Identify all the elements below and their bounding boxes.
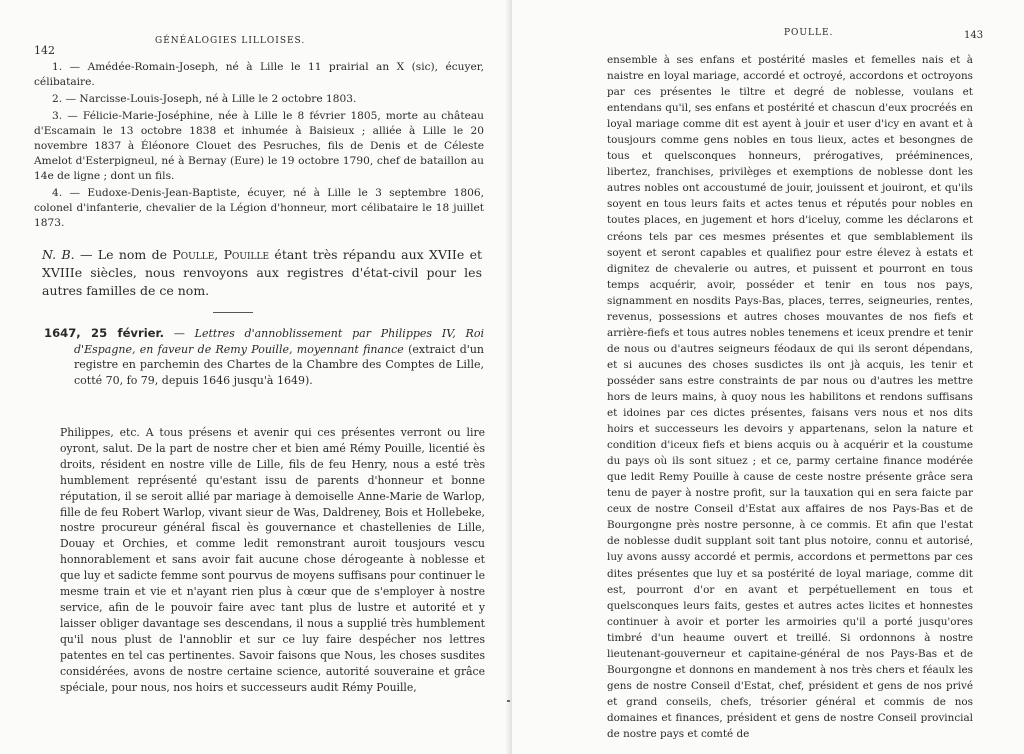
genealogy-entry: 1. — Amédée-Romain-Joseph, né à Lille le 11 prairial an X (sic), écuyer, célibataire. (34, 61, 484, 88)
charter-source: (extraict d'un registre en parchemin des Chartes de la Chambre des Comptes de Lille, cotté 70, fo 79, depuis 1646 jusqu'à 1649). (74, 342, 484, 387)
nb-label: N. B. (42, 247, 75, 262)
nb-family-name: Pouille (223, 247, 270, 262)
charter-text-left (60, 425, 485, 695)
right-running-head: POULLE. (784, 28, 834, 38)
charter-title: Lettres d'annoblissement par Philippes IV, Roi d'Espagne, en faveur de Remy Pouille, moyennant finance (74, 327, 484, 356)
charter-paragraph: Philippes, etc. A tous présens et avenir qui ces présentes verront ou lire oyront, salut. De la part de nostre cher et bien amé Rémy Pouille, licentié ès droits, résident en nostre ville de Lille, fils de feu Henry, nous a esté très humblement représenté qu'estant issu de parents d'honneur et bonne réputation, il se seroit allié par mariage à demoiselle Anne-Marie de Warlop, fille de feu Robert Warlop, vivant sieur de Was, Daldreney, Bois et Hollebeke, nostre procureur général fiscal ès gouvernance et chastellenies de Lille, Douay et Orchies, et comme ledit remonstrant auroit tousjours vescu honnorablement et sans avoir fait aucune chose dérogeante à noblesse et que luy et sadicte femme sont pourvus de moyens suffisans pour continuer le mesme train et vie et n'ayant rien plus à cœur que de s'employer à nostre service, afin de le pouvoir faire avec tant plus de lustre et autorité et y laisser obliger davantage ses descendans, il nous a supplié très humblement qu'il nous plust de l'annoblir et sur ce luy faire despécher nos lettres patentes en tel cas pertinentes. Savoir faisons que Nous, les choses susdites considérées, avons de nostre certaine science, autorité souveraine et grâce spéciale, pour nous, nos hoirs et successeurs audit Rémy Pouille, (60, 426, 485, 694)
genealogy-entry: 3. — Félicie-Marie-Joséphine, née à Lille le 8 février 1805, morte au château d'Escamain le 13 octobre 1838 et inhumée à Baisieux ; alliée à Lille le 20 novembre 1837 à Éléonore Clouet des Pesruches, fils de Denis et de Céleste Amelot d'Esterpigneul, né à Bernay (Eure) le 19 octobre 1790, chef de bataillon au 14e de ligne ; dont un fils. (34, 110, 484, 182)
left-page-number: 142 (34, 44, 55, 57)
left-running-head: GÉNÉALOGIES LILLOISES. (155, 36, 306, 46)
charter-date: 1647, 25 février. (44, 326, 165, 340)
genealogy-entries (34, 60, 484, 231)
nb-text-part: , (214, 247, 224, 262)
nb-family-name: Poulle (172, 247, 215, 262)
genealogy-entry: 4. — Eudoxe-Denis-Jean-Baptiste, écuyer, né à Lille le 3 septembre 1806, colonel d'infanterie, chevalier de la Légion d'honneur, mort célibataire le 18 juillet 1873. (34, 187, 484, 229)
charter-heading (44, 326, 484, 388)
genealogy-entry: 2. — Narcisse-Louis-Joseph, né à Lille le 2 octobre 1803. (52, 93, 357, 105)
charter-paragraph: ensemble à ses enfans et postérité masles et femelles nais et à naistre en loyal mariage, accordé et octroyé, accordons et octroyons par ces présentes le tiltre et degré de noblesse, voulans et entendans qu'il, ses enfans et postérité et chascun d'eux procréés en loyal mariage comme dit est ayent à jouir et user d'icy en avant et à tousjours comme gens nobles en tous lieux, actes et besongnes de tous et quelsconques honneurs, prérogatives, prééminences, libertez, franchises, privilèges et exemptions de noblesse dont les autres nobles ont accoustumé de jouir, jouissent et jouiront, et qu'ils soyent en tous leurs faits et actes tenus et réputés pour nobles en toutes places, en jugement et hors d'iceluy, comme les déclarons et créons tels par ces mesmes présentes et que semblablement ils soyent et seront capables et qualifiez pour estre élevez à estats et dignitez de chevalerie ou autres, et puissent et pourront en tous temps acquérir, avoir, posséder et tenir en tous nos pays, signamment en nosdits Pays-Bas, places, terres, seigneuries, rentes, revenus, possessions et autres choses mouvantes de nos fiefs et arrière-fiefs et tous autres nobles tenemens et iceux prendre et tenir de nous ou d'autres seigneurs féodaux de qui ils seront dépendans, et si aucunes des choses susdictes ils ont jà acquis, les tenir et posséder sans estre constraints de par nous ou d'autres les mettre hors de leurs mains, à quoy nous les habilitons et rendons suffisans et idoines par ces dictes présentes, faisans vers nous et nos dits hoirs et successeurs les devoirs y appartenans, selon la nature et condition d'iceux fiefs et biens acquis ou à acquérir et la coustume du pays où ils sont situez ; et ce, parmy certaine finance modérée que ledit Remy Pouille à cause de ceste nostre présente grâce sera tenu de payer à nostre profit, sur la tauxation qui en sera faicte par ceux de nostre Conseil d'Estat aux affaires de nos Pays-Bas et de Bourgongne près nostre personne, à ce commis. Et afin que l'estat de noblesse dudit supplant soit tant plus notoire, connu et autorisé, luy avons aussy accordé et permis, accordons et permettons par ces dites présentes que luy et sa postérité de loyal mariage, comme dit est, pourront d'or en avant et perpétuellement en tous et quelsconques leurs faits, gestes et autres actes licites et honnestes continuer à avoir et porter les armoiries qu'il a porté jusqu'ores timbré d'un heaume ouvert et treillé. Si ordonnons à nostre lieutenant-gouverneur et capitaine-général de nos Pays-Bas et de Bourgongne et donnons en mandement à nos très chers et féaulx les gens de nostre Conseil d'Estat, chef, président et gens de nos privé et grand conseils, chefs, trésorier général et commis de nos domaines et finances, président et gens de nostre Conseil provincial de nostre pays et comté de (607, 54, 973, 740)
gutter-mark (507, 700, 510, 702)
section-divider (213, 312, 253, 313)
charter-text-right (607, 52, 973, 742)
charter-dash: — (164, 327, 195, 340)
right-page-number: 143 (964, 30, 984, 41)
nb-text-part: — Le nom de (74, 247, 173, 262)
nota-bene-note (42, 246, 482, 300)
nb-text-part: étant très répandu aux XVIIe et XVIIIe siècles, nous renvoyons aux registres d'état-civil pour les autres familles de ce nom. (42, 247, 483, 298)
